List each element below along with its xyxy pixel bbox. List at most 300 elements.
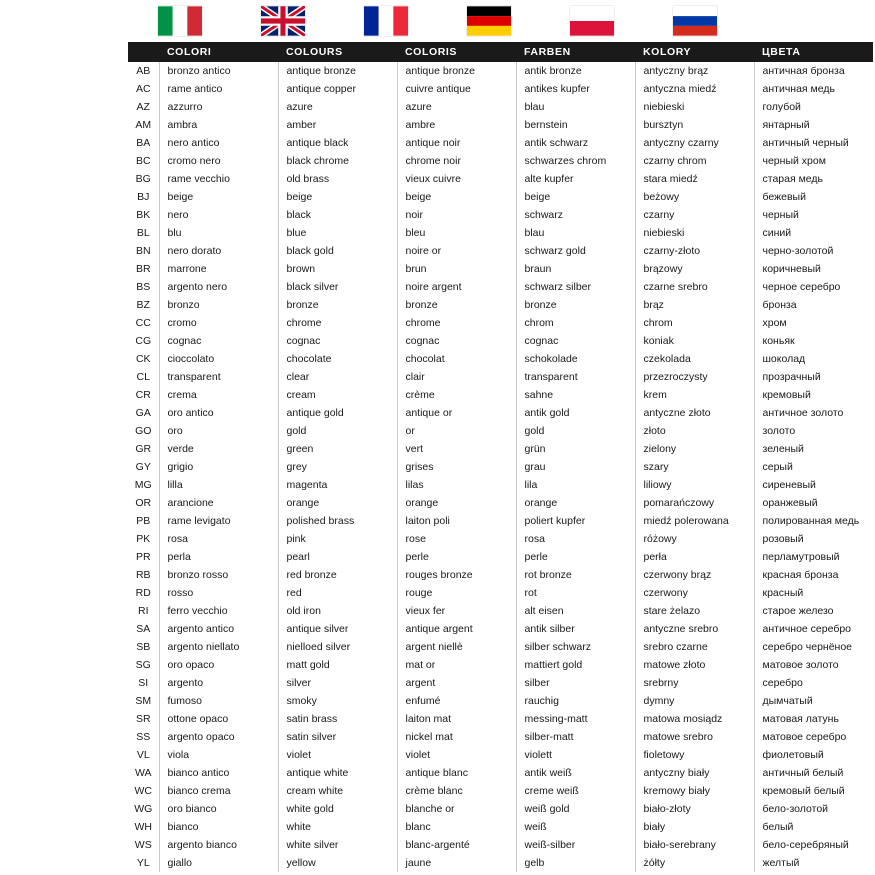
cell-color-code: RI [128,602,159,620]
table-row [128,854,873,872]
cell-color-code: RD [128,584,159,602]
table-header-row [128,42,873,62]
cell-color-name: clear [278,368,397,386]
cell-color-name: perle [516,548,635,566]
cell-color-name: зеленый [762,443,804,455]
cell-color-code: WG [128,800,159,818]
cell-color-name: кремовый [762,389,811,401]
cell-color-name: antyczne złoto [635,404,754,422]
cell-color-code: SB [128,638,159,656]
cell-color-name: золото [762,425,796,437]
cell-color-code: BZ [128,296,159,314]
cell-color-name: argento [159,674,278,692]
cell-color-code: SR [128,710,159,728]
cell-color-name: grün [516,440,635,458]
cell-color-name: pink [278,530,397,548]
cell-color-name: biało-serebrany [635,836,754,854]
cell-color-name: серый [762,461,793,473]
cell-color-name: brown [278,260,397,278]
cell-color-name: perla [159,548,278,566]
cell-color-name: rosso [159,584,278,602]
cell-color-name: mat or [397,656,516,674]
cell-color-name: antique blanc [397,764,516,782]
cell-color-name: дымчатый [762,695,813,707]
cell-color-name: czarny [635,206,754,224]
cell-color-name: antyczny brąz [635,62,754,80]
cell-color-name: rame vecchio [159,170,278,188]
cell-color-code: AB [128,62,159,80]
table-row [128,296,873,314]
cell-color-name: матовое серебро [762,731,847,743]
cell-color-name: red [278,584,397,602]
cell-color-name: antique black [278,134,397,152]
cell-color-name: lilla [159,476,278,494]
cell-color-name: antyczny biały [635,764,754,782]
table-row [128,188,873,206]
cell-color-name: viola [159,746,278,764]
cell-color-code: SI [128,674,159,692]
cell-color-name: antik gold [516,404,635,422]
cell-color-name: ambre [397,116,516,134]
cell-color-name: янтарный [762,119,810,131]
cell-color-name: античный белый [762,767,844,779]
cell-color-name: rauchig [516,692,635,710]
cell-color-name: fioletowy [635,746,754,764]
cell-color-name: античная медь [762,83,835,95]
cell-color-name: szary [635,458,754,476]
cell-color-name: verde [159,440,278,458]
column-header-german: FARBEN [516,42,635,62]
cell-color-name: schwarz silber [516,278,635,296]
cell-color-code: PK [128,530,159,548]
cell-color-name: orange [397,494,516,512]
cell-color-name: rose [397,530,516,548]
table-row [128,476,873,494]
cell-color-name: antik bronze [516,62,635,80]
table-row [128,278,873,296]
cell-color-name: lilas [397,476,516,494]
table-row [128,458,873,476]
cell-color-code: WH [128,818,159,836]
cell-color-name: rot [516,584,635,602]
table-row [128,656,873,674]
cell-color-name: magenta [278,476,397,494]
table-row [128,116,873,134]
cell-color-name: niebieski [635,224,754,242]
cell-color-name: rame antico [159,80,278,98]
cell-color-name: antik schwarz [516,134,635,152]
cell-color-name: cromo nero [159,152,278,170]
cell-color-name: czarne srebro [635,278,754,296]
cell-color-name: transparent [159,368,278,386]
cell-color-name: argent [397,674,516,692]
cell-color-name: schwarz [516,206,635,224]
cell-color-name: crème blanc [397,782,516,800]
cell-color-name: clair [397,368,516,386]
cell-color-name: cream white [278,782,397,800]
cell-color-name: alt eisen [516,602,635,620]
color-code-table [128,42,873,872]
table-row [128,692,873,710]
table-row [128,368,873,386]
cell-color-name: amber [278,116,397,134]
cell-color-name: красный [762,587,804,599]
flags-row [128,0,873,42]
cell-color-code: SM [128,692,159,710]
cell-color-name: chocolate [278,350,397,368]
table-row [128,548,873,566]
table-row [128,782,873,800]
table-row [128,620,873,638]
cell-color-name: schokolade [516,350,635,368]
cell-color-name: schwarz gold [516,242,635,260]
cell-color-name: argento niellato [159,638,278,656]
cell-color-name: полированная медь [762,515,860,527]
cell-color-name: matowe złoto [635,656,754,674]
cell-color-name: złoto [635,422,754,440]
cell-color-name: schwarzes chrom [516,152,635,170]
cell-color-code: PR [128,548,159,566]
cell-color-name: czekolada [635,350,754,368]
table-row [128,674,873,692]
cell-color-name: messing-matt [516,710,635,728]
cell-color-name: chrom [516,314,635,332]
cell-color-name: czerwony [635,584,754,602]
table-row [128,800,873,818]
flag-cell-united-kingdom [231,6,334,36]
cell-color-name: old iron [278,602,397,620]
cell-color-name: crème [397,386,516,404]
cell-color-name: blue [278,224,397,242]
cell-color-name: krem [635,386,754,404]
table-row [128,314,873,332]
table-row [128,440,873,458]
cell-color-code: GO [128,422,159,440]
cell-color-code: GY [128,458,159,476]
cell-color-name: brąz [635,296,754,314]
cell-color-name: polished brass [278,512,397,530]
cell-color-name: grau [516,458,635,476]
cell-color-name: ambra [159,116,278,134]
cell-color-name: matt gold [278,656,397,674]
cell-color-name: laiton mat [397,710,516,728]
cell-color-name: bronze [516,296,635,314]
cell-color-name: gold [278,422,397,440]
column-header-polish: KOLORY [635,42,754,62]
cell-color-name: bronze [278,296,397,314]
cell-color-name: antique copper [278,80,397,98]
table-row [128,710,873,728]
cell-color-name: giallo [159,854,278,872]
cell-color-name: green [278,440,397,458]
table-row [128,260,873,278]
cell-color-name: antique gold [278,404,397,422]
column-header-french: COLORIS [397,42,516,62]
flag-italy-icon [158,6,202,36]
cell-color-name: bronzo [159,296,278,314]
cell-color-name: violett [516,746,635,764]
cell-color-name: черный [762,209,799,221]
cell-color-name: azzurro [159,98,278,116]
cell-color-name: white gold [278,800,397,818]
cell-color-code: AM [128,116,159,134]
cell-color-code: WC [128,782,159,800]
cell-color-name: azure [278,98,397,116]
column-header-italian: COLORI [159,42,278,62]
cell-color-name: laiton poli [397,512,516,530]
cell-color-name: creme weiß [516,782,635,800]
cell-color-name: sahne [516,386,635,404]
cell-color-name: черно-золотой [762,245,834,257]
cell-color-name: античное золото [762,407,844,419]
cell-color-name: grigio [159,458,278,476]
cell-color-name: rouge [397,584,516,602]
cell-color-name: red bronze [278,566,397,584]
cell-color-name: azure [397,98,516,116]
cell-color-name: marrone [159,260,278,278]
cell-color-name: transparent [516,368,635,386]
cell-color-code: CK [128,350,159,368]
cell-color-name: argento opaco [159,728,278,746]
cell-color-name: oro bianco [159,800,278,818]
cell-color-name: фиолетовый [762,749,824,761]
cell-color-code: YL [128,854,159,872]
cell-color-name: antik silber [516,620,635,638]
cell-color-name: argent niellè [397,638,516,656]
cell-color-name: antique argent [397,620,516,638]
table-row [128,242,873,260]
cell-color-name: gold [516,422,635,440]
cell-color-name: серебро [762,677,803,689]
cell-color-name: perle [397,548,516,566]
cell-color-name: srebro czarne [635,638,754,656]
cell-color-name: srebrny [635,674,754,692]
cell-color-name: chrome [397,314,516,332]
cell-color-name: ferro vecchio [159,602,278,620]
flag-germany-icon [467,6,511,36]
cell-color-name: oro antico [159,404,278,422]
cell-color-code: BJ [128,188,159,206]
cell-color-code: AZ [128,98,159,116]
cell-color-name: beżowy [635,188,754,206]
cell-color-name: cream [278,386,397,404]
cell-color-name: beige [397,188,516,206]
cell-color-code: AC [128,80,159,98]
cell-color-name: перламутровый [762,551,840,563]
cell-color-name: silber schwarz [516,638,635,656]
cell-color-name: antyczne srebro [635,620,754,638]
table-body [128,62,873,872]
cell-color-name: argento nero [159,278,278,296]
cell-color-name: orange [516,494,635,512]
cell-color-name: silver [278,674,397,692]
cell-color-name: koniak [635,332,754,350]
cell-color-code: SG [128,656,159,674]
cell-color-name: pomarańczowy [635,494,754,512]
cell-color-name: bursztyn [635,116,754,134]
cell-color-name: grey [278,458,397,476]
table-row [128,494,873,512]
cell-color-code: BL [128,224,159,242]
cell-color-name: matowe srebro [635,728,754,746]
table-row [128,764,873,782]
cell-color-name: poliert kupfer [516,512,635,530]
cell-color-name: синий [762,227,792,239]
cell-color-name: бронза [762,299,797,311]
cell-color-code: SA [128,620,159,638]
cell-color-name: nero dorato [159,242,278,260]
table-row [128,80,873,98]
cell-color-name: bianco [159,818,278,836]
cell-color-name: antique noir [397,134,516,152]
cell-color-name: cognac [278,332,397,350]
table-row [128,62,873,80]
cell-color-name: noire argent [397,278,516,296]
cell-color-name: stare żelazo [635,602,754,620]
cell-color-name: brun [397,260,516,278]
cell-color-name: bleu [397,224,516,242]
cell-color-name: alte kupfer [516,170,635,188]
cell-color-code: BS [128,278,159,296]
cell-color-name: nero antico [159,134,278,152]
cell-color-name: black gold [278,242,397,260]
cell-color-name: шоколад [762,353,806,365]
flag-united-kingdom-icon [261,6,305,36]
cell-color-name: коричневый [762,263,821,275]
table-row [128,152,873,170]
cell-color-name: bronzo rosso [159,566,278,584]
cell-color-name: arancione [159,494,278,512]
cell-color-code: BC [128,152,159,170]
cell-color-name: nero [159,206,278,224]
cell-color-name: матовая латунь [762,713,839,725]
cell-color-name: chrome [278,314,397,332]
table-row [128,746,873,764]
cell-color-name: cognac [397,332,516,350]
cell-color-name: dymny [635,692,754,710]
cell-color-name: żółty [635,854,754,872]
cell-color-name: antique or [397,404,516,422]
cell-color-code: WA [128,764,159,782]
cell-color-name: blanc-argenté [397,836,516,854]
table-row [128,836,873,854]
cell-color-name: бело-золотой [762,803,829,815]
cell-color-name: fumoso [159,692,278,710]
cell-color-name: blanche or [397,800,516,818]
table-row [128,422,873,440]
cell-color-name: nielloed silver [278,638,397,656]
cell-color-name: white [278,818,397,836]
cell-color-name: cioccolato [159,350,278,368]
cell-color-name: argento bianco [159,836,278,854]
cell-color-code: GR [128,440,159,458]
table-row [128,170,873,188]
flag-cell-russia [643,6,746,36]
cell-color-name: noir [397,206,516,224]
cell-color-name: perła [635,548,754,566]
cell-color-name: lila [516,476,635,494]
table-row [128,566,873,584]
cell-color-name: mattiert gold [516,656,635,674]
table-row [128,332,873,350]
table-row [128,350,873,368]
cell-color-name: violet [278,746,397,764]
cell-color-name: cuivre antique [397,80,516,98]
cell-color-name: белый [762,821,794,833]
cell-color-name: old brass [278,170,397,188]
table-row [128,530,873,548]
cell-color-name: antique white [278,764,397,782]
cell-color-name: black silver [278,278,397,296]
cell-color-name: enfumé [397,692,516,710]
cell-color-code: SS [128,728,159,746]
cell-color-name: bronze [397,296,516,314]
cell-color-name: antyczny czarny [635,134,754,152]
table-row [128,404,873,422]
cell-color-name: rot bronze [516,566,635,584]
cell-color-name: beige [278,188,397,206]
cell-color-code: WS [128,836,159,854]
cell-color-name: vert [397,440,516,458]
cell-color-name: violet [397,746,516,764]
cell-color-name: античная бронза [762,65,845,77]
table-row [128,224,873,242]
cell-color-name: bianco antico [159,764,278,782]
cell-color-name: grises [397,458,516,476]
cell-color-name: оранжевый [762,497,818,509]
cell-color-name: crema [159,386,278,404]
cell-color-name: brązowy [635,260,754,278]
cell-color-name: antyczna miedź [635,80,754,98]
cell-color-name: matowa mosiądz [635,710,754,728]
cell-color-name: czarny-złoto [635,242,754,260]
cell-color-name: black [278,206,397,224]
cell-color-code: VL [128,746,159,764]
cell-color-name: матовое золото [762,659,839,671]
cell-color-name: zielony [635,440,754,458]
cell-color-name: satin brass [278,710,397,728]
cell-color-name: rosa [516,530,635,548]
cell-color-name: antique bronze [278,62,397,80]
cell-color-name: miedź polerowana [635,512,754,530]
table-row [128,386,873,404]
cell-color-name: cromo [159,314,278,332]
cell-color-name: beige [159,188,278,206]
table-row [128,512,873,530]
cell-color-code: OR [128,494,159,512]
cell-color-code: BK [128,206,159,224]
cell-color-name: желтый [762,857,800,869]
cell-color-name: silber [516,674,635,692]
cell-color-name: blu [159,224,278,242]
cell-color-name: yellow [278,854,397,872]
cell-color-code: CC [128,314,159,332]
cell-color-name: nickel mat [397,728,516,746]
cell-color-name: chocolat [397,350,516,368]
cell-color-code: BR [128,260,159,278]
cell-color-name: antique bronze [397,62,516,80]
cell-color-name: czerwony brąz [635,566,754,584]
cell-color-name: satin silver [278,728,397,746]
cell-color-name: blau [516,98,635,116]
cell-color-name: голубой [762,101,801,113]
cell-color-name: white silver [278,836,397,854]
cell-color-name: старая медь [762,173,823,185]
column-header-code [128,42,159,62]
table-row [128,134,873,152]
table-row [128,728,873,746]
cell-color-name: бежевый [762,191,806,203]
